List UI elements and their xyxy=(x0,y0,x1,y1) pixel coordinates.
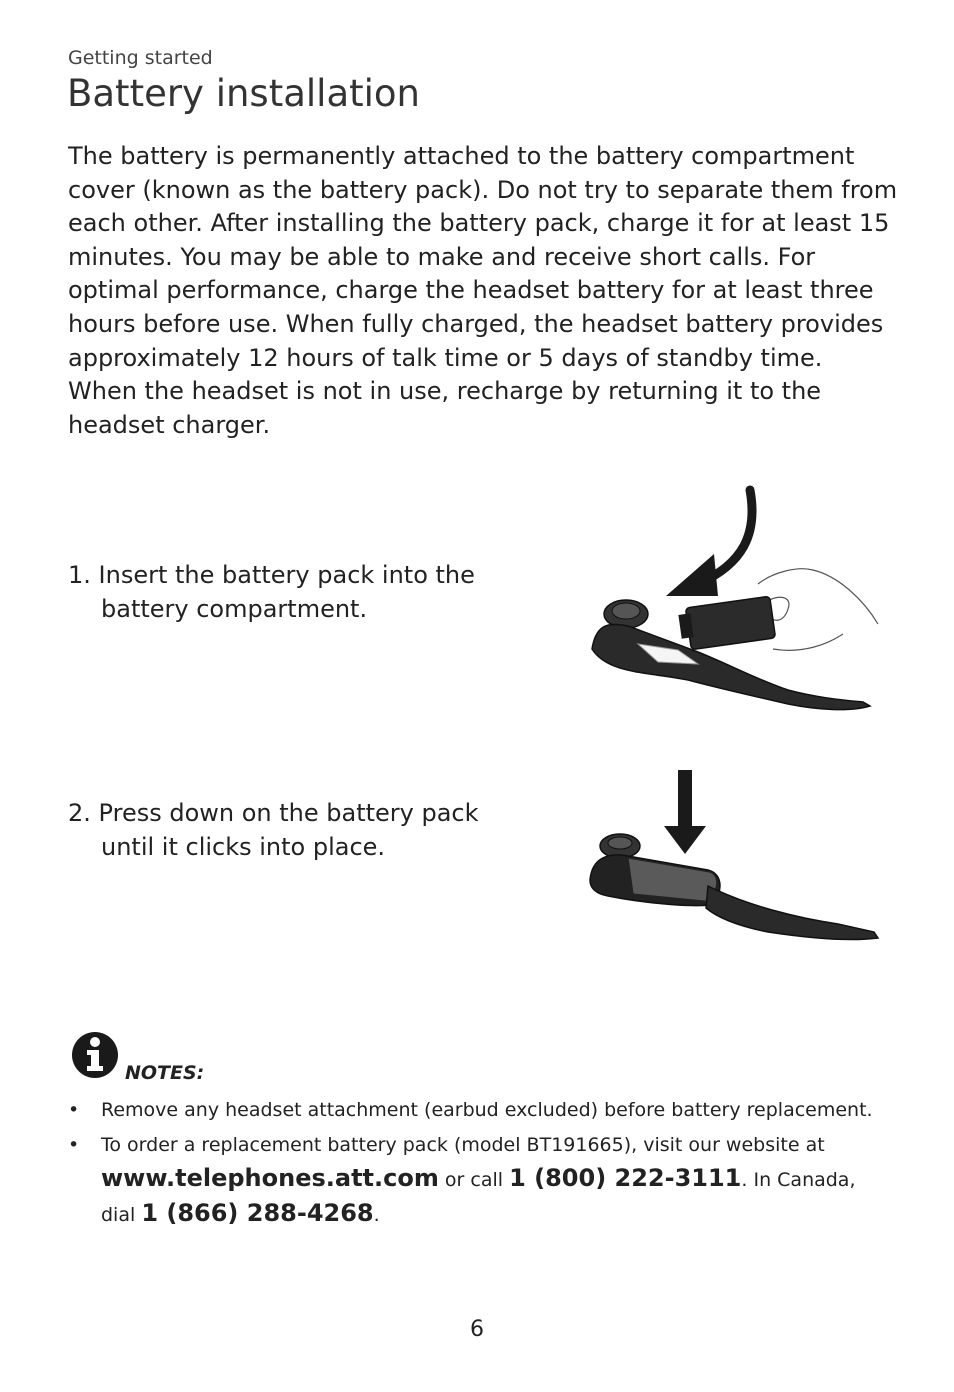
bullet: • xyxy=(68,1134,80,1156)
intro-paragraph: The battery is permanently attached to the battery compartment cover (known as the battery pack). Do not try to separate them from each other. After installing the battery pack, charge it for at least 15 minutes. You may be able to make and receive short calls. For optimal performance, charge the headset battery for at least three hours before use. When fully charged, the headset battery provides approximately 12 hours of talk time or 5 days of standby time. When the headset is not in use, recharge by returning it to the headset charger. xyxy=(68,142,898,439)
step-text-line1: Press down on the battery pack xyxy=(98,799,479,827)
page-number: 6 xyxy=(470,1317,484,1342)
step-text-line1: Insert the battery pack into the xyxy=(98,561,475,589)
note-text: Remove any headset attachment (earbud excluded) before battery replacement. xyxy=(101,1099,873,1121)
step-number: 1. xyxy=(68,561,91,589)
info-icon xyxy=(70,1030,120,1080)
list-item xyxy=(68,1129,918,1232)
step-1 xyxy=(68,558,518,626)
note-text: To order a replacement battery pack (model BT191665), visit our website at xyxy=(101,1134,825,1156)
notes-label: NOTES: xyxy=(125,1062,205,1084)
note-text: or call xyxy=(444,1169,504,1191)
page-title: Battery installation xyxy=(67,72,420,115)
step-2 xyxy=(68,796,528,864)
insert-battery-illustration xyxy=(588,484,888,724)
note-text: . xyxy=(373,1204,380,1226)
phone-canada: 1 (866) 288-4268 xyxy=(141,1199,374,1227)
notes-list xyxy=(68,1094,918,1234)
note-text: . In Canada, xyxy=(741,1169,856,1191)
step-text-line2: battery compartment. xyxy=(101,595,368,623)
list-item xyxy=(68,1094,918,1127)
website-link[interactable]: www.telephones.att.com xyxy=(101,1164,439,1192)
step-number: 2. xyxy=(68,799,91,827)
bullet: • xyxy=(68,1099,80,1121)
section-label: Getting started xyxy=(68,47,213,69)
phone-us: 1 (800) 222-3111 xyxy=(509,1164,742,1192)
note-text: dial xyxy=(101,1204,136,1226)
press-battery-illustration xyxy=(588,768,888,948)
step-text-line2: until it clicks into place. xyxy=(101,833,386,861)
